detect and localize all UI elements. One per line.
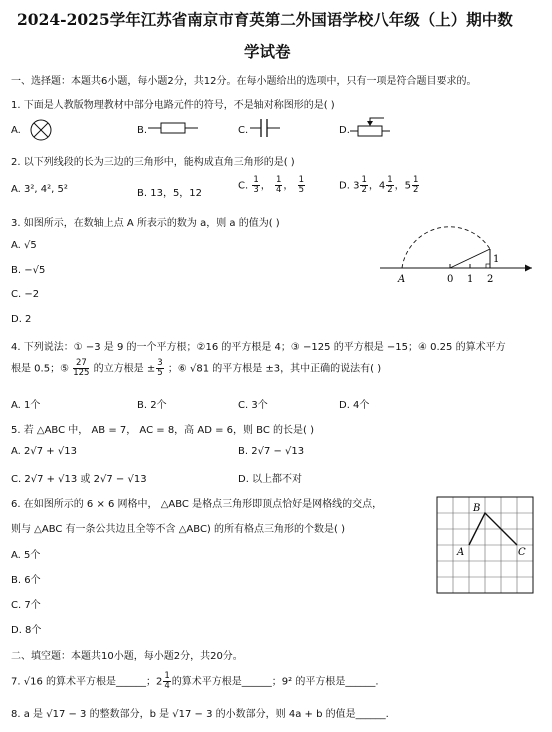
q6-line2: 则与 △ABC 有一条公共边且全等不含 △ABC) 的所有格点三角形的个数是( ) [11, 524, 345, 535]
section1-header: 一、选择题：本题共6小题，每小题2分，共12分。在每小题给出的选项中，只有一项是符合题目要求的。 [11, 76, 477, 87]
q5-stem: 5. 若 △ABC 中， AB = 7， AC = 8，高 AD = 6，则 BC 的长是( ) [11, 425, 315, 436]
two-label: 2 [487, 274, 494, 285]
q4-option-a: A. 1个 [11, 400, 41, 411]
grid-triangle-figure [437, 497, 537, 597]
vertex-c-label: C [518, 547, 526, 558]
q5-option-a: A. 2√7 + √13 [11, 446, 77, 457]
q3-option-c: C. −2 [11, 289, 40, 300]
q3-option-b: B. −√5 [11, 265, 46, 276]
q6-option-a: A. 5个 [11, 550, 41, 561]
vertex-a-label: A [457, 547, 465, 558]
q5-option-d: D. 以上都不对 [238, 474, 303, 485]
q5-option-c: C. 2√7 + √13 或 2√7 − √13 [11, 474, 147, 485]
q3-option-d: D. 2 [11, 314, 32, 325]
one-label: 1 [467, 274, 474, 285]
section2-header: 二、填空题：本题共10小题，每小题2分，共20分。 [11, 651, 243, 662]
q6-option-c: C. 7个 [11, 600, 41, 611]
q3-stem: 3. 如图所示，在数轴上点 A 所表示的数为 a，则 a 的值为( ) [11, 218, 280, 229]
q8-text: 8. a 是 √17 − 3 的整数部分，b 是 √17 − 3 的小数部分，则 4a + b 的值是______. [11, 709, 389, 720]
rheostat-symbol-icon [350, 114, 390, 140]
q1-label-d: D. [339, 125, 350, 136]
q4-option-d: D. 4个 [339, 400, 370, 411]
q5-option-b: B. 2√7 − √13 [238, 446, 305, 457]
vertex-b-label: B [473, 503, 481, 514]
page-title-line1: 2024-2025学年江苏省南京市育英第二外国语学校八年级（上）期中数 [17, 10, 513, 29]
q1-stem: 1. 下面是人教版物理教材中部分电路元件的符号，不是轴对称图形的是( ) [11, 100, 335, 111]
q1-label-c: C. [238, 125, 249, 136]
q4-option-b: B. 2个 [137, 400, 167, 411]
q6-option-b: B. 6个 [11, 575, 41, 586]
q2-stem: 2. 以下列线段的长为三边的三角形中，能构成直角三角形的是( ) [11, 157, 295, 168]
q4-line1: 4. 下列说法：① −3 是 9 的一个平方根；②16 的平方根是 4；③ −125 的平方根是 −15；④ 0.25 的算术平方 [11, 342, 506, 353]
zero-label: 0 [447, 274, 454, 285]
page-title-line2: 学试卷 [244, 42, 291, 61]
q1-label-b: B. [137, 125, 148, 136]
q2-option-b: B. 13，5，12 [137, 188, 203, 199]
q2-option-d: D. 3 $\frac{1}{2}$ ，4 $\frac{1}{2}$ ，5 $\frac{1}{2}$ [339, 175, 419, 195]
q3-option-a: A. √5 [11, 240, 37, 251]
resistor-symbol-icon [148, 120, 198, 136]
q6-line1: 6. 在如图所示的 6 × 6 网格中， △ABC 是格点三角形即顶点恰好是网格线的交点， [11, 499, 383, 510]
q2-option-a: A. 3², 4², 5² [11, 184, 68, 195]
q4-line2: 根是 0.5；⑤ $\frac{27}{125}$ 的立方根是 ± $\frac{3}{5}$ ；⑥ √81 的平方根是 ±3，其中正确的说法有( ) [11, 358, 382, 378]
point-a-label: A [398, 274, 406, 285]
q4-option-c: C. 3个 [238, 400, 268, 411]
unit-label: 1 [493, 254, 500, 265]
q6-option-d: D. 8个 [11, 625, 42, 636]
q7-text: 7. √16 的算术平方根是______；2 $\frac{1}{4}$ 的算术平方根是______；9² 的平方根是______. [11, 671, 379, 691]
q2-option-c: C. $\frac{1}{3}$ ， $\frac{1}{4}$ ， $\frac{1}{5}$ [238, 175, 304, 195]
lamp-symbol-icon [28, 117, 54, 143]
q1-label-a: A. [11, 125, 21, 136]
number-line-figure [380, 218, 540, 288]
capacitor-symbol-icon [250, 117, 280, 139]
